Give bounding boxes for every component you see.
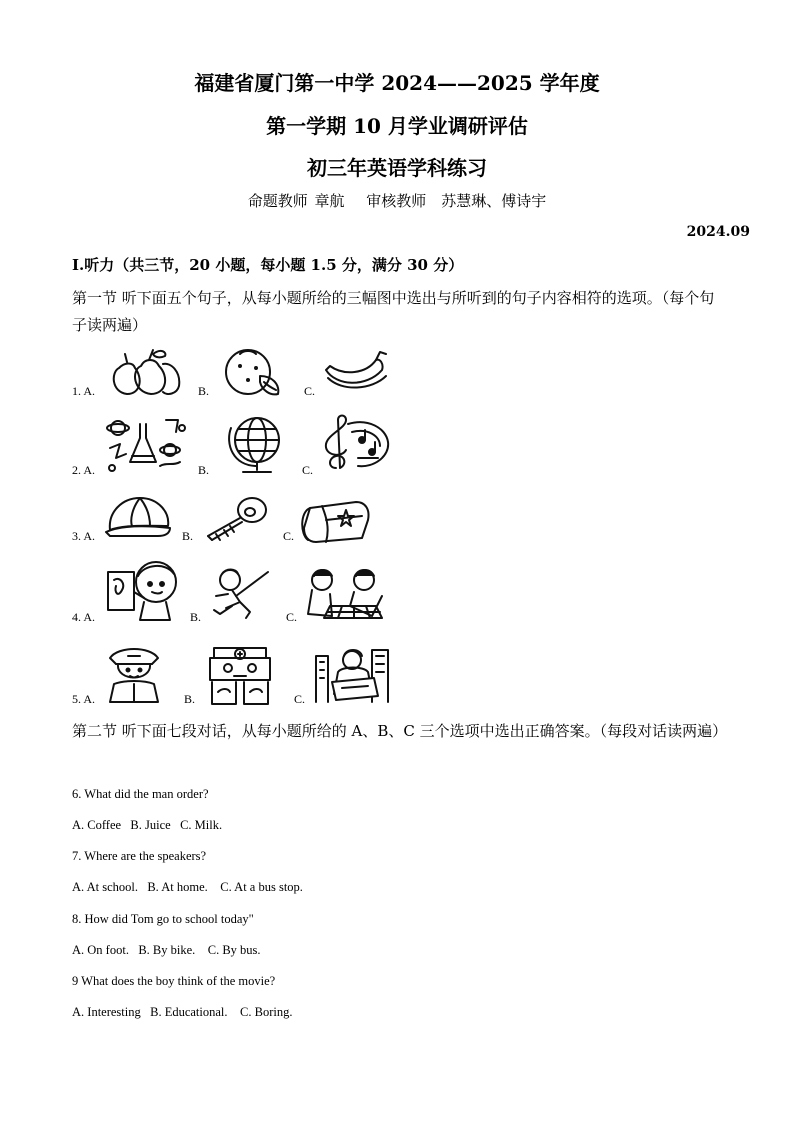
policeman-icon xyxy=(104,644,164,706)
question-3-label: 3. A. xyxy=(72,529,96,543)
pears-icon xyxy=(105,348,185,398)
question-7-options: A. At school. B. At home. C. At a bus stop. xyxy=(72,880,303,894)
orange-icon xyxy=(218,346,290,398)
part1-instruction: 第一节 听下面五个句子，从每小题所给的三幅图中选出与所听到的句子内容相符的选项。（每个句子读两遍） xyxy=(72,289,715,334)
question-9-options: A. Interesting B. Educational. C. Boring. xyxy=(72,1005,293,1019)
question-1-label: 1. A. xyxy=(72,384,96,398)
painting-boy-icon xyxy=(104,558,182,624)
school-bag-icon xyxy=(296,496,374,544)
globe-icon xyxy=(219,414,291,476)
question-4-label: 4. A. xyxy=(72,610,96,624)
question-6: 6. What did the man order? xyxy=(72,787,209,801)
businessman-icon xyxy=(312,642,392,704)
exam-subtitle: 第一学期 10 月学业调研评估 xyxy=(266,114,528,138)
exam-staff: 命题教师 章航 审核教师 苏慧琳、傅诗宇 xyxy=(247,192,547,210)
music-icon xyxy=(318,412,392,476)
bananas-icon xyxy=(322,350,392,392)
question-8-options: A. On foot. B. By bike. C. By bus. xyxy=(72,943,261,957)
exam-subject: 初三年英语学科练习 xyxy=(307,156,487,180)
key-icon xyxy=(200,494,270,542)
cap-icon xyxy=(104,494,174,540)
running-boy-icon xyxy=(206,566,276,622)
science-icon xyxy=(106,414,186,474)
exam-date: 2024.09 xyxy=(686,224,750,240)
question-2-label: 2. A. xyxy=(72,463,96,477)
question-8: 8. How did Tom go to school today" xyxy=(72,912,254,926)
question-7: 7. Where are the speakers? xyxy=(72,849,207,863)
question-6-options: A. Coffee B. Juice C. Milk. xyxy=(72,818,223,832)
question-5-label: 5. A. xyxy=(72,692,96,706)
question-9: 9 What does the boy think of the movie? xyxy=(72,974,276,988)
section-heading: Ⅰ.听力（共三节，20 小题，每小题 1.5 分，满分 30 分） xyxy=(72,256,464,274)
exam-title: 福建省厦门第一中学 2024——2025 学年度 xyxy=(194,71,600,95)
part2-instruction: 第二节 听下面七段对话，从每小题所给的 A、B、C 三个选项中选出正确答案。（每段对话读两遍） xyxy=(72,722,728,740)
doctor-icon xyxy=(204,642,276,706)
playing-chess-icon xyxy=(302,566,392,624)
